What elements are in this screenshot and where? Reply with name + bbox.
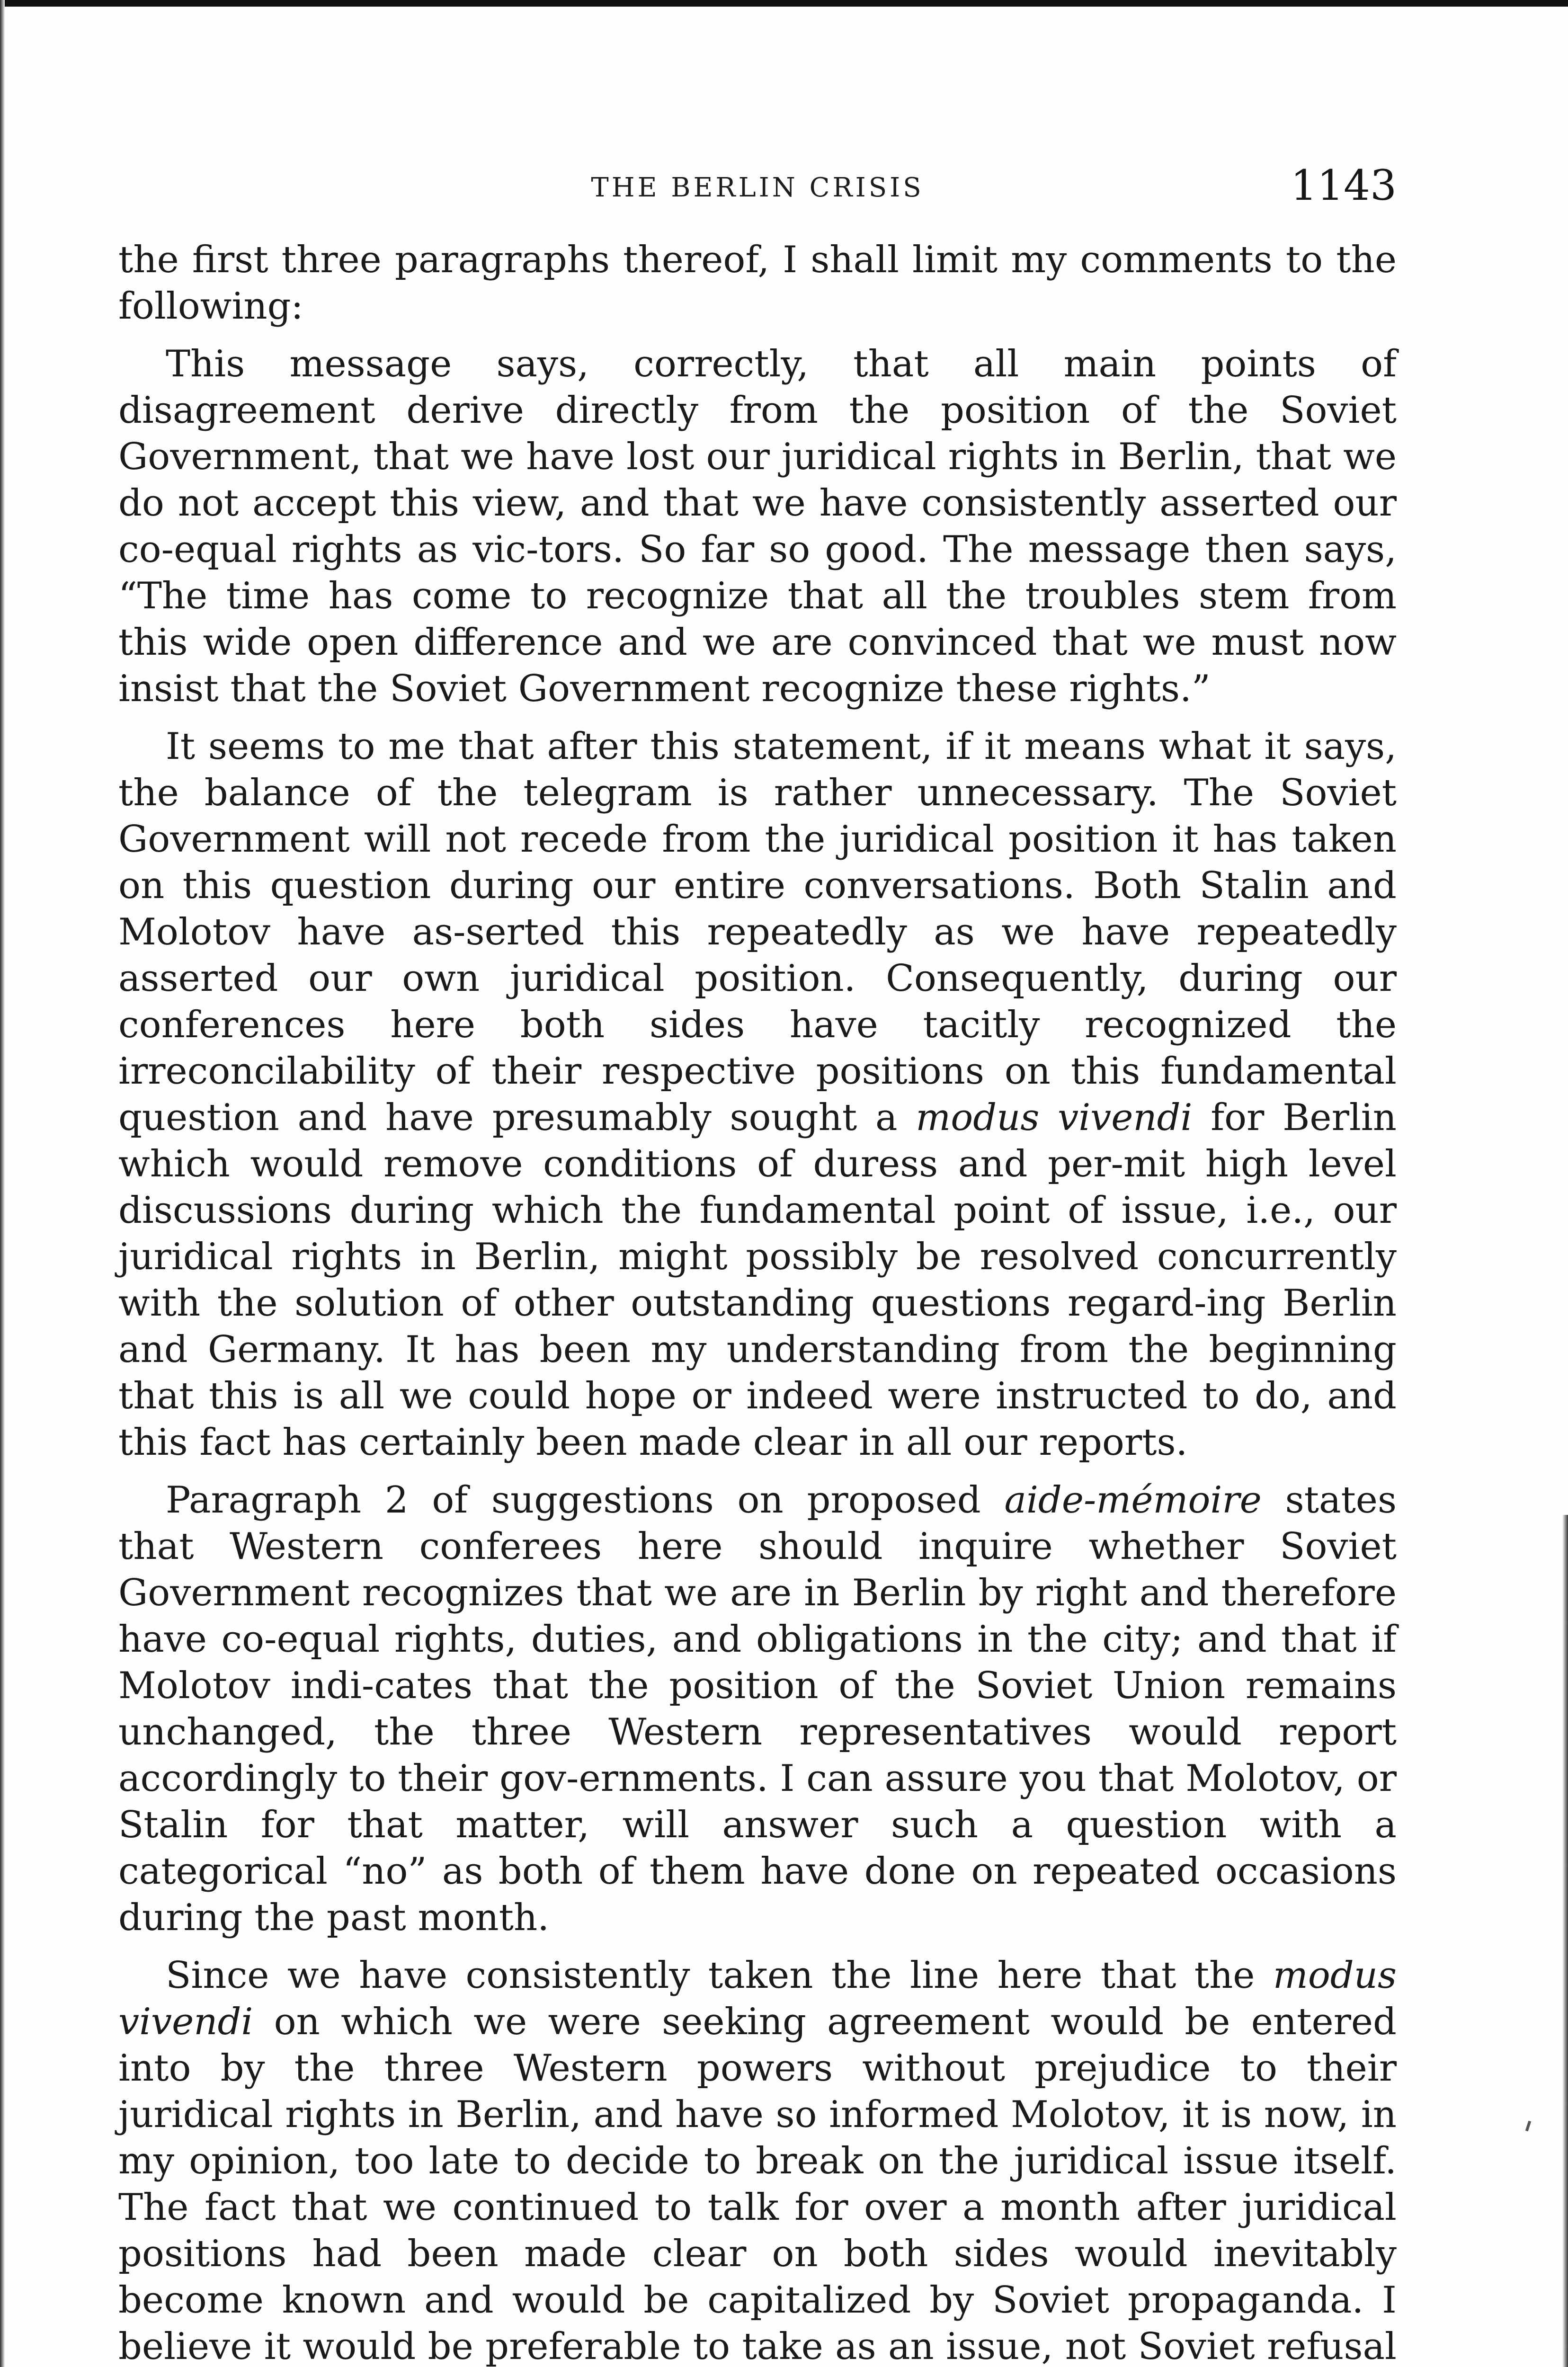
text-run: the first three paragraphs thereof, I shall limit my comments to the following:: [118, 239, 1397, 328]
paragraph: [118, 1952, 1397, 2367]
italic-text: modus vivendi: [916, 1096, 1193, 1139]
paragraph: [118, 341, 1397, 712]
text-run: on which we were seeking agreement would be entered into by the three Western powers without prejudice to their juridical rights in Berlin, and have so informed Molotov, it is now, in my opinion, too late to decide to break on the juridical issue itself. The fact that we continued to talk for over a month after juridical positions had been made clear on both sides would inevitably become known and would be capitalized by Soviet propaganda. I believe it would be preferable to take as an issue, not Soviet refusal: [118, 2001, 1397, 2367]
stray-mark: [1525, 2121, 1532, 2132]
text-run: This message says, correctly, that all main points of disagreement derive directly from the position of the Soviet Government, that we have lost our juridical rights in Berlin, that we do not accept this view, and that we have consistently asserted our co-equal rights as vic-tors. So far so good. The message then says, “The time has come to recognize that all the troubles stem from this wide open difference and we are convinced that we must now insist that the Soviet Government recognize these rights.”: [118, 343, 1397, 710]
paragraph: [118, 1477, 1397, 1941]
body-text: [118, 237, 1397, 2367]
top-border: [0, 0, 1568, 7]
paragraph: [118, 723, 1397, 1466]
text-run: Paragraph 2 of suggestions on proposed: [166, 1479, 1005, 1522]
page-header: [118, 161, 1397, 227]
right-page-edge: [1562, 1515, 1568, 2367]
text-run: Since we have consistently taken the line here that the: [166, 1954, 1273, 1997]
paragraph: [118, 237, 1397, 329]
running-head: THE BERLIN CRISIS: [591, 172, 924, 203]
page-number: 1143: [1291, 161, 1397, 210]
text-run: for Berlin which would remove conditions of duress and per-mit high level discussions during which the fundamental point of issue, i.e., our juridical rights in Berlin, might possibly be resolved concurrently with the solution of other outstanding questions regard-ing Berlin and Germany. It has been my understanding from the beginning that this is all we could hope or indeed were instructed to do, and this fact has certainly been made clear in all our reports.: [118, 1096, 1397, 1464]
text-run: It seems to me that after this statement, if it means what it says, the balance of the telegram is rather unnecessary. The Soviet Government will not recede from the juridical position it has taken on this question during our entire conversations. Both Stalin and Molotov have as-serted this repeatedly as we have repeatedly asserted our own juridical position. Consequently, during our conferences here both sides have tacitly recognized the irreconcilability of their respective positions on this fundamental question and have presumably sought a: [118, 725, 1397, 1139]
text-run: states that Western conferees here should inquire whether Soviet Government recognizes that we are in Berlin by right and therefore have co-equal rights, duties, and obligations in the city; and that if Molotov indi-cates that the position of the Soviet Union remains unchanged, the three Western representatives would report accordingly to their gov-ernments. I can assure you that Molotov, or Stalin for that matter, will answer such a question with a categorical “no” as both of them have done on repeated occasions during the past month.: [118, 1479, 1397, 1939]
italic-text: modus vivendi: [118, 1954, 1397, 2043]
left-page-edge: [0, 0, 5, 2367]
italic-text: aide-mémoire: [1004, 1479, 1262, 1522]
